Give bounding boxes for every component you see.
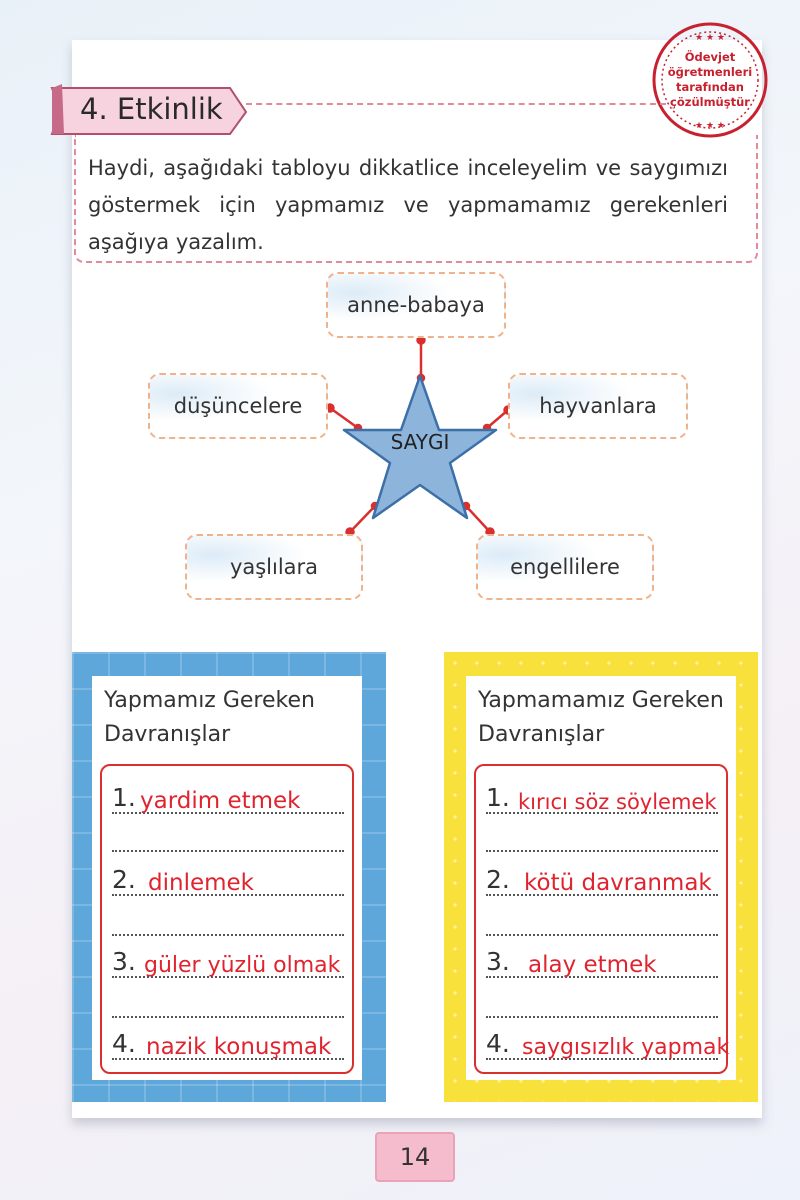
list-item <box>112 780 344 814</box>
item-number: 4. <box>112 1029 136 1058</box>
list-item <box>112 862 344 896</box>
stamp-line: çözülmüştür <box>670 95 750 109</box>
do-behaviors-panel <box>72 652 386 1102</box>
item-number: 2. <box>486 865 510 894</box>
dont-behaviors-panel <box>444 652 758 1102</box>
svg-text:★ ★ ★: ★ ★ ★ <box>695 33 725 43</box>
list-item <box>112 984 344 1018</box>
mindmap-node-bottom-right: engellilere <box>476 534 654 600</box>
list-item <box>486 984 718 1018</box>
item-number: 3. <box>112 947 136 976</box>
list-item <box>112 1026 344 1060</box>
dont-behaviors-list <box>474 764 728 1074</box>
list-item <box>112 818 344 852</box>
stamp-line: öğretmenleri <box>667 65 753 79</box>
activity-title: 4. Etkinlik <box>80 92 223 126</box>
mindmap-node-left: düşüncelere <box>148 373 328 439</box>
item-answer: nazik konuşmak <box>146 1034 332 1060</box>
solved-stamp <box>650 20 770 140</box>
dont-behaviors-card <box>466 676 736 1080</box>
mindmap-node-top: anne-babaya <box>326 272 506 338</box>
list-item <box>112 902 344 936</box>
item-number: 1. <box>486 783 510 812</box>
list-item <box>486 902 718 936</box>
dont-behaviors-title: Yapmamamız Gereken Davranışlar <box>478 688 724 747</box>
item-answer: yardim etmek <box>140 788 301 814</box>
banner-divider <box>246 103 666 105</box>
list-item <box>486 780 718 814</box>
list-item <box>486 818 718 852</box>
list-item <box>486 862 718 896</box>
item-answer: alay etmek <box>528 952 657 978</box>
item-number: 3. <box>486 947 510 976</box>
list-item <box>486 944 718 978</box>
mindmap-node-bottom-left: yaşlılara <box>185 534 363 600</box>
item-answer: kırıcı söz söylemek <box>518 790 717 814</box>
list-item <box>486 1026 730 1060</box>
instruction-text: Haydi, aşağıdaki tabloyu dikkatlice inceleyelim ve saygımızı göstermek için yapmamız ve yapmamamız gerekenleri aşağıya yazalım. <box>88 156 728 254</box>
item-answer: saygısızlık yapmak <box>522 1035 730 1060</box>
stamp-line: tarafından <box>675 80 744 94</box>
mindmap-node-right: hayvanlara <box>508 373 688 439</box>
page-number: 14 <box>375 1132 455 1182</box>
list-item <box>112 944 344 978</box>
item-number: 2. <box>112 865 136 894</box>
activity-banner <box>50 84 250 138</box>
item-answer: kötü davranmak <box>524 870 712 896</box>
item-answer: dinlemek <box>148 870 254 896</box>
item-answer: güler yüzlü olmak <box>144 953 341 978</box>
do-behaviors-list <box>100 764 354 1074</box>
do-behaviors-card <box>92 676 362 1080</box>
item-number: 1. <box>112 783 136 812</box>
svg-text:★ ★ ★: ★ ★ ★ <box>695 121 725 131</box>
do-behaviors-title: Yapmamız Gereken Davranışlar <box>104 688 315 747</box>
stamp-line: Ödevjet <box>684 50 736 64</box>
mindmap-center: SAYGI <box>390 430 450 454</box>
item-number: 4. <box>486 1029 510 1058</box>
